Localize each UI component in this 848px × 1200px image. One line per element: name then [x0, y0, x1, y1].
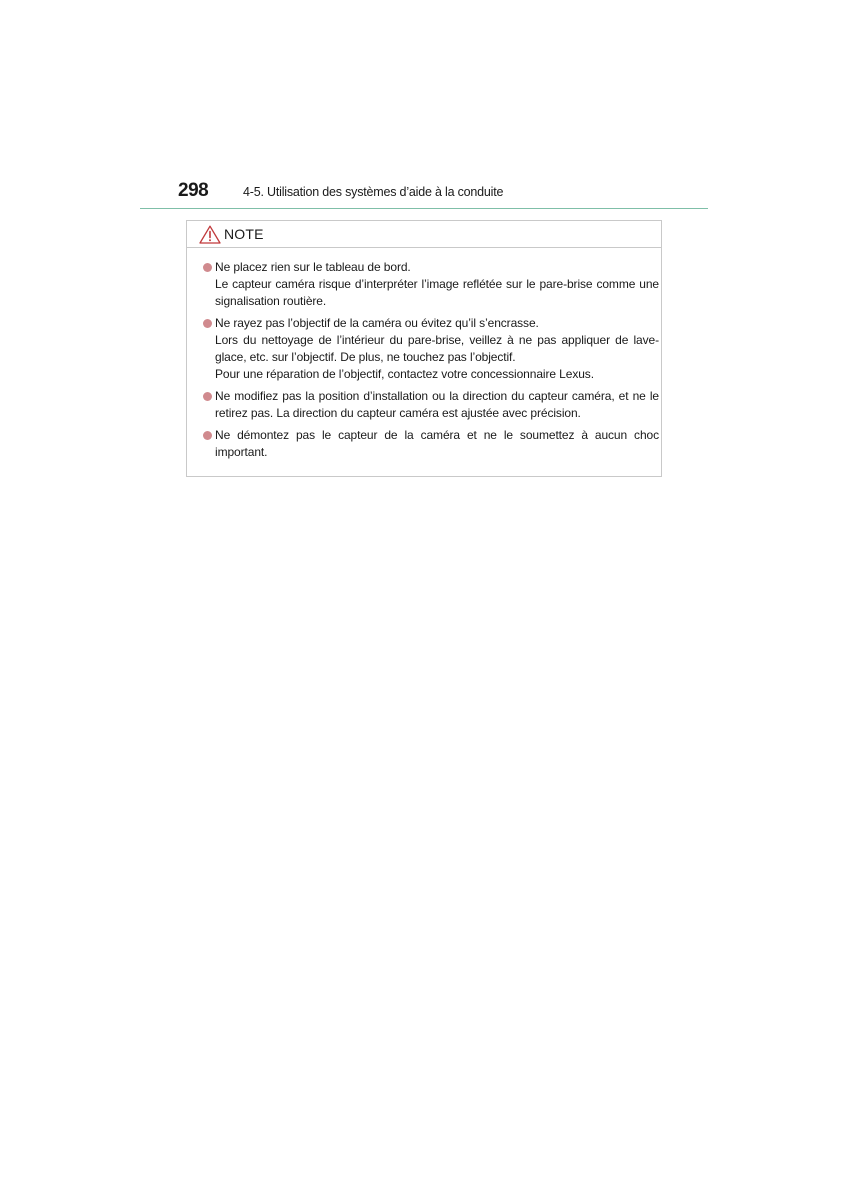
bullet-icon: [203, 319, 212, 328]
note-list: [203, 259, 659, 466]
item-text: Lors du nettoyage de l’intérieur du pare-brise, veillez à ne pas appliquer de lave-glace, etc. sur l’objectif. De plus, ne touchez pas l’objectif.: [215, 333, 659, 364]
list-item: [203, 427, 659, 461]
list-item: [203, 259, 659, 310]
item-text: Ne rayez pas l’objectif de la caméra ou évitez qu’il s’encrasse.: [215, 316, 539, 330]
list-item: [203, 388, 659, 422]
note-header: [187, 221, 661, 248]
bullet-icon: [203, 392, 212, 401]
item-text: Ne modifiez pas la position d’installation ou la direction du capteur caméra, et ne le retirez pas. La direction du capteur caméra est ajustée avec précision.: [215, 389, 659, 420]
note-box: [186, 220, 662, 477]
section-title: 4-5. Utilisation des systèmes d’aide à la conduite: [243, 185, 504, 199]
warning-triangle-icon: [199, 225, 221, 244]
note-title: NOTE: [224, 226, 264, 242]
bullet-icon: [203, 263, 212, 272]
page-number: 298: [178, 180, 209, 201]
item-text: Le capteur caméra risque d’interpréter l’image reflétée sur le pare-brise comme une signalisation routière.: [215, 277, 659, 308]
item-text: Ne démontez pas le capteur de la caméra et ne le soumettez à aucun choc important.: [215, 428, 659, 459]
page-header: [140, 178, 708, 209]
item-text: Ne placez rien sur le tableau de bord.: [215, 260, 411, 274]
item-text: Pour une réparation de l’objectif, contactez votre concessionnaire Lexus.: [215, 367, 594, 381]
list-item: [203, 315, 659, 383]
bullet-icon: [203, 431, 212, 440]
